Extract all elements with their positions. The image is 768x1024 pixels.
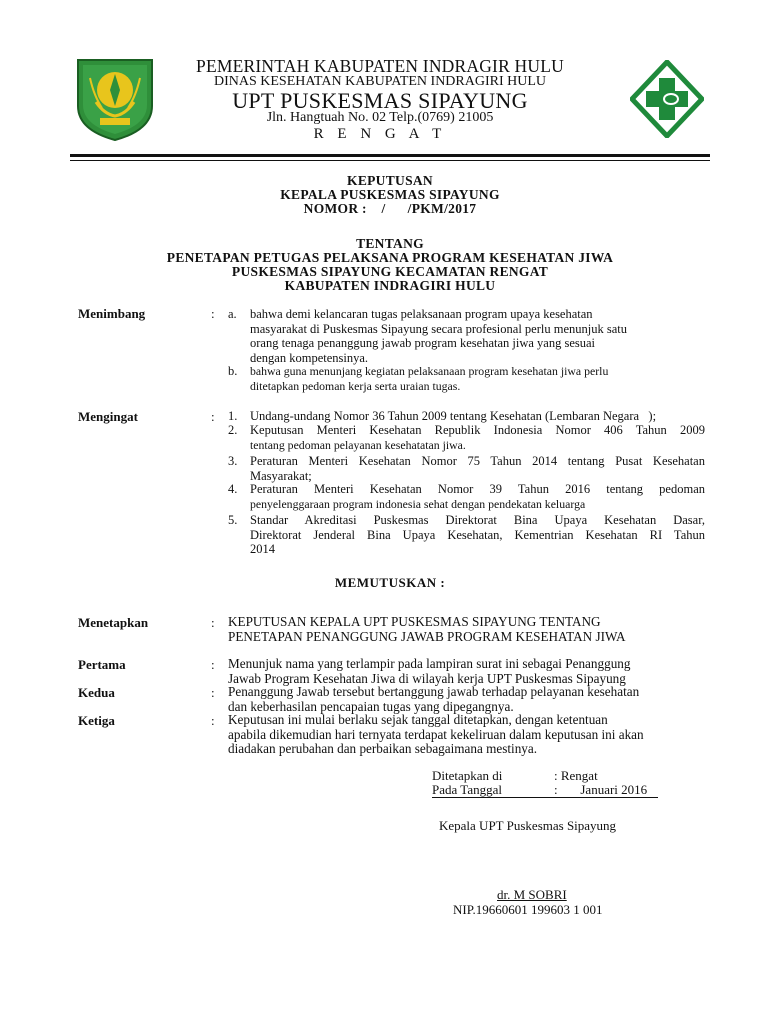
- doc-number: NOMOR : / /PKM/2017: [303, 201, 477, 216]
- ditetapkan-value: : Rengat: [554, 768, 598, 783]
- text-line: Standar Akreditasi Puskesmas Direktorat Bina Upaya Kesehatan Dasar,: [250, 513, 705, 527]
- text-line: Undang-undang Nomor 36 Tahun 2009 tentang Kesehatan (Lembaran Negara );: [250, 409, 657, 423]
- kedua-label: Kedua: [78, 685, 115, 700]
- header-department: DINAS KESEHATAN KABUPATEN INDRAGIRI HULU: [213, 74, 547, 89]
- date-underline: [432, 797, 658, 798]
- puskesmas-cross-logo: [630, 60, 704, 138]
- list-marker: b.: [228, 364, 238, 378]
- text-line: dengan kompetensinya.: [250, 350, 369, 365]
- menimbang-item-a: [250, 307, 705, 365]
- signatory-nip: NIP.19660601 199603 1 001: [453, 902, 603, 917]
- signatory-name: dr. M SOBRI: [497, 887, 567, 902]
- text-line: Keputusan Menteri Kesehatan Republik Indonesia Nomor 406 Tahun 2009: [250, 423, 705, 437]
- text-line: dan keberhasilan pencapaian tugas yang dipegangnya.: [228, 698, 514, 714]
- header-divider-thick: [70, 154, 710, 157]
- signatory-position: Kepala UPT Puskesmas Sipayung: [439, 818, 617, 833]
- text-line: tentang pedoman pelayanan kesehatatan jiwa.: [250, 437, 466, 452]
- menetapkan-label: Menetapkan: [78, 615, 149, 630]
- doc-tentang: TENTANG: [356, 236, 424, 251]
- list-marker: 5.: [228, 513, 238, 527]
- text-line: bahwa guna menunjang kegiatan pelaksanaan program kesehatan jiwa perlu: [250, 364, 609, 378]
- mengingat-item-2: [250, 423, 705, 452]
- pertama-colon: :: [211, 657, 215, 672]
- mengingat-label: Mengingat: [78, 409, 138, 424]
- tanggal-label: Pada Tanggal: [432, 782, 502, 797]
- menimbang-item-b: [250, 364, 705, 393]
- header-city: R E N G A T: [313, 126, 447, 142]
- mengingat-item-1: [250, 409, 705, 424]
- ketiga-label: Ketiga: [78, 713, 115, 728]
- header-divider-thin: [70, 160, 710, 161]
- text-line: KEPUTUSAN KEPALA UPT PUSKESMAS SIPAYUNG TENTANG: [228, 614, 601, 629]
- doc-issuer: KEPALA PUSKESMAS SIPAYUNG: [280, 187, 500, 202]
- header-address: Jln. Hangtuah No. 02 Telp.(0769) 21005: [266, 110, 494, 125]
- header-government: PEMERINTAH KABUPATEN INDRAGIR HULU: [196, 56, 564, 76]
- text-line: Menunjuk nama yang terlampir pada lampiran surat ini sebagai Penanggung: [228, 656, 631, 671]
- pertama-text: [228, 657, 703, 686]
- doc-type: KEPUTUSAN: [347, 173, 433, 188]
- menimbang-label: Menimbang: [78, 306, 146, 321]
- text-line: penyelenggaraan program indonesia sehat dengan pendekatan keluarga: [250, 496, 586, 511]
- text-line: 2014: [250, 542, 275, 556]
- doc-subject-line: PUSKESMAS SIPAYUNG KECAMATAN RENGAT: [231, 264, 549, 279]
- doc-subject-line: PENETAPAN PETUGAS PELAKSANA PROGRAM KESEHATAN JIWA: [166, 250, 614, 265]
- doc-subject-line: KABUPATEN INDRAGIRI HULU: [284, 278, 496, 293]
- text-line: bahwa demi kelancaran tugas pelaksanaan program upaya kesehatan: [250, 307, 593, 321]
- mengingat-item-5: [250, 513, 705, 557]
- header-institution: UPT PUSKESMAS SIPAYUNG: [232, 88, 528, 113]
- menimbang-colon: :: [211, 306, 215, 321]
- mengingat-colon: :: [211, 409, 215, 424]
- kedua-text: [228, 685, 703, 714]
- ditetapkan-label: Ditetapkan di: [432, 768, 503, 783]
- text-line: Keputusan ini mulai berlaku sejak tanggal ditetapkan, dengan ketentuan: [228, 712, 608, 727]
- regency-crest-logo: [74, 56, 156, 142]
- kedua-colon: :: [211, 685, 215, 700]
- text-line: Direktorat Jenderal Bina Upaya Kesehatan, Kementrian Kesehatan RI Tahun: [250, 527, 705, 542]
- text-line: diadakan perubahan dan perbaikan sebagaimana mestinya.: [228, 741, 538, 756]
- list-marker: 4.: [228, 482, 238, 496]
- text-line: PENETAPAN PENANGGUNG JAWAB PROGRAM KESEHATAN JIWA: [228, 629, 626, 644]
- mengingat-item-3: [250, 454, 705, 483]
- text-line: Jawab Program Kesehatan Jiwa di wilayah kerja UPT Puskesmas Sipayung: [228, 670, 626, 686]
- list-marker: a.: [228, 307, 237, 321]
- text-line: Peraturan Menteri Kesehatan Nomor 75 Tahun 2014 tentang Pusat Kesehatan: [250, 454, 705, 468]
- text-line: masyarakat di Puskesmas Sipayung secara profesional perlu menunjuk satu: [250, 321, 627, 336]
- pertama-label: Pertama: [78, 657, 126, 672]
- menetapkan-text: [228, 614, 703, 644]
- ketiga-colon: :: [211, 713, 215, 728]
- text-line: orang tenaga penanggung jawab program kesehatan jiwa yang sesuai: [250, 336, 596, 350]
- text-line: ditetapkan pedoman kerja serta uraian tugas.: [250, 378, 461, 393]
- list-marker: 3.: [228, 454, 238, 468]
- list-marker: 1.: [228, 409, 238, 423]
- list-marker: 2.: [228, 423, 238, 437]
- memutuskan-heading: MEMUTUSKAN :: [334, 575, 446, 590]
- text-line: Masyarakat;: [250, 468, 312, 483]
- tanggal-value: : Januari 2016: [554, 782, 648, 797]
- text-line: Penanggung Jawab tersebut bertanggung jawab terhadap pelayanan kesehatan: [228, 684, 640, 699]
- mengingat-item-4: [250, 482, 705, 511]
- menetapkan-colon: :: [211, 615, 215, 630]
- text-line: Peraturan Menteri Kesehatan Nomor 39 Tahun 2016 tentang pedoman: [250, 482, 705, 496]
- ketiga-text: [228, 713, 703, 757]
- text-line: apabila dikemudian hari ternyata terdapat kekeliruan dalam keputusan ini akan: [228, 726, 644, 742]
